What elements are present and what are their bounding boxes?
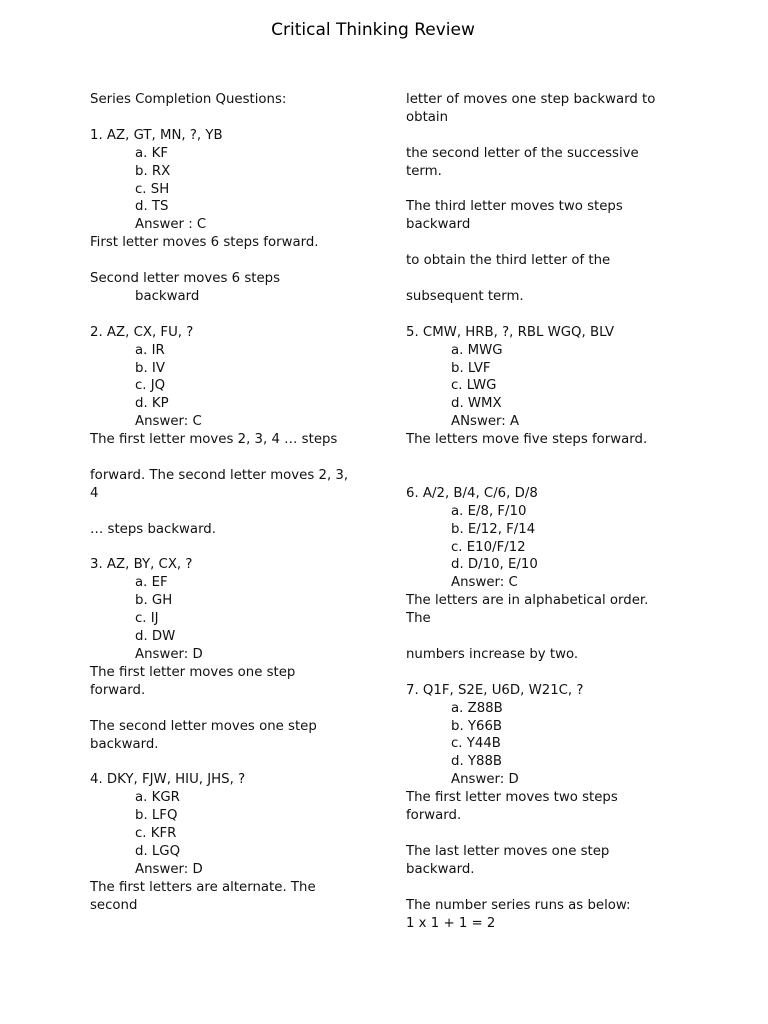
text-line: subsequent term. — [406, 288, 524, 304]
text-line: b. E/12, F/14 — [451, 521, 536, 537]
text-line: 1. AZ, GT, MN, ?, YB — [90, 127, 223, 143]
text-line: First letter moves 6 steps forward. — [90, 235, 319, 251]
text-line: d. DW — [135, 629, 176, 645]
blank-line — [406, 270, 696, 288]
blank-line — [90, 539, 380, 557]
text-line: c. JQ — [135, 378, 166, 394]
blank-line — [406, 664, 696, 682]
text-line: the second letter of the successive — [406, 145, 639, 161]
text-line: c. E10/F/12 — [451, 539, 526, 555]
text-line: The first letter moves two steps — [406, 790, 618, 806]
text-line: ANswer: A — [451, 414, 520, 430]
text-line: backward — [135, 288, 200, 304]
text-line: Answer: D — [135, 861, 203, 877]
blank-line — [406, 467, 696, 485]
text-line: The — [406, 611, 431, 627]
text-line: 4. DKY, FJW, HIU, JHS, ? — [90, 772, 246, 788]
text-line: term. — [406, 163, 442, 179]
text-line: a. EF — [135, 575, 168, 591]
text-line: d. D/10, E/10 — [451, 557, 538, 573]
text-line: The first letters are alternate. The — [90, 879, 316, 895]
text-line: Answer : C — [135, 217, 207, 233]
text-line: The third letter moves two steps — [406, 199, 623, 215]
text-line: to obtain the third letter of the — [406, 253, 611, 269]
text-line: 7. Q1F, S2E, U6D, W21C, ? — [406, 682, 584, 698]
blank-line — [406, 449, 696, 467]
text-line: d. LGQ — [135, 843, 181, 859]
text-line: a. IR — [135, 342, 165, 358]
text-line: backward. — [90, 736, 159, 752]
text-line: b. LVF — [451, 360, 491, 376]
blank-line — [406, 825, 696, 843]
text-line: The letters are in alphabetical order. — [406, 593, 649, 609]
text-line: c. KFR — [135, 826, 177, 842]
text-line: backward. — [406, 861, 475, 877]
right-column — [406, 91, 696, 932]
blank-line — [90, 700, 380, 718]
text-line: backward — [406, 217, 471, 233]
text-line: forward. — [406, 808, 462, 824]
text-line: b. RX — [135, 163, 171, 179]
text-line: b. LFQ — [135, 808, 178, 824]
blank-line — [406, 306, 696, 324]
text-line: c. SH — [135, 181, 170, 197]
blank-line — [90, 306, 380, 324]
text-line: d. WMX — [451, 396, 502, 412]
text-line: Answer: C — [451, 575, 518, 591]
text-line: c. IJ — [135, 611, 159, 627]
text-line: … steps backward. — [90, 521, 216, 537]
text-line: d. KP — [135, 396, 169, 412]
text-line: forward. The second letter moves 2, 3, — [90, 467, 349, 483]
blank-line — [406, 234, 696, 252]
text-line: The second letter moves one step — [90, 718, 317, 734]
blank-line — [406, 879, 696, 897]
text-line: letter of moves one step backward to — [406, 92, 656, 107]
text-line: a. Z88B — [451, 700, 503, 716]
text-line: b. IV — [135, 360, 165, 376]
text-line: Series Completion Questions: — [90, 92, 287, 107]
page-title: Critical Thinking Review — [271, 20, 475, 40]
blank-line — [406, 628, 696, 646]
text-line: The number series runs as below: — [406, 897, 631, 913]
text-line: b. GH — [135, 593, 173, 609]
blank-line — [90, 252, 380, 270]
text-line: c. Y44B — [451, 736, 501, 752]
text-line: 4 — [90, 485, 99, 501]
text-line: The first letter moves 2, 3, 4 … steps — [90, 432, 338, 448]
text-line: numbers increase by two. — [406, 646, 579, 662]
text-line: d. TS — [135, 199, 169, 215]
text-line: forward. — [90, 682, 146, 698]
text-line: 3. AZ, BY, CX, ? — [90, 557, 193, 573]
text-line: a. E/8, F/10 — [451, 503, 527, 519]
text-line: The letters move five steps forward. — [406, 432, 648, 448]
text-line: Second letter moves 6 steps — [90, 271, 281, 287]
text-line: a. KF — [135, 145, 168, 161]
blank-line — [90, 109, 380, 127]
blank-line — [406, 181, 696, 199]
text-line: obtain — [406, 109, 449, 125]
text-line: second — [90, 897, 138, 913]
blank-line — [90, 449, 380, 467]
text-line: b. Y66B — [451, 718, 503, 734]
text-line: The last letter moves one step — [406, 843, 610, 859]
text-line: Answer: D — [135, 647, 203, 662]
text-line: Answer: C — [135, 414, 202, 430]
text-line: The first letter moves one step — [90, 664, 296, 680]
blank-line — [406, 127, 696, 145]
text-line: a. MWG — [451, 342, 503, 358]
text-line: a. KGR — [135, 790, 180, 806]
text-line: c. LWG — [451, 378, 497, 394]
text-line: 1 x 1 + 1 = 2 — [406, 915, 496, 931]
text-line: Answer: D — [451, 772, 519, 788]
left-column — [90, 91, 380, 915]
text-line: 6. A/2, B/4, C/6, D/8 — [406, 485, 538, 501]
blank-line — [90, 503, 380, 521]
blank-line — [90, 753, 380, 771]
text-line: d. Y88B — [451, 754, 503, 770]
text-line: 5. CMW, HRB, ?, RBL WGQ, BLV — [406, 324, 615, 340]
text-line: 2. AZ, CX, FU, ? — [90, 324, 194, 340]
